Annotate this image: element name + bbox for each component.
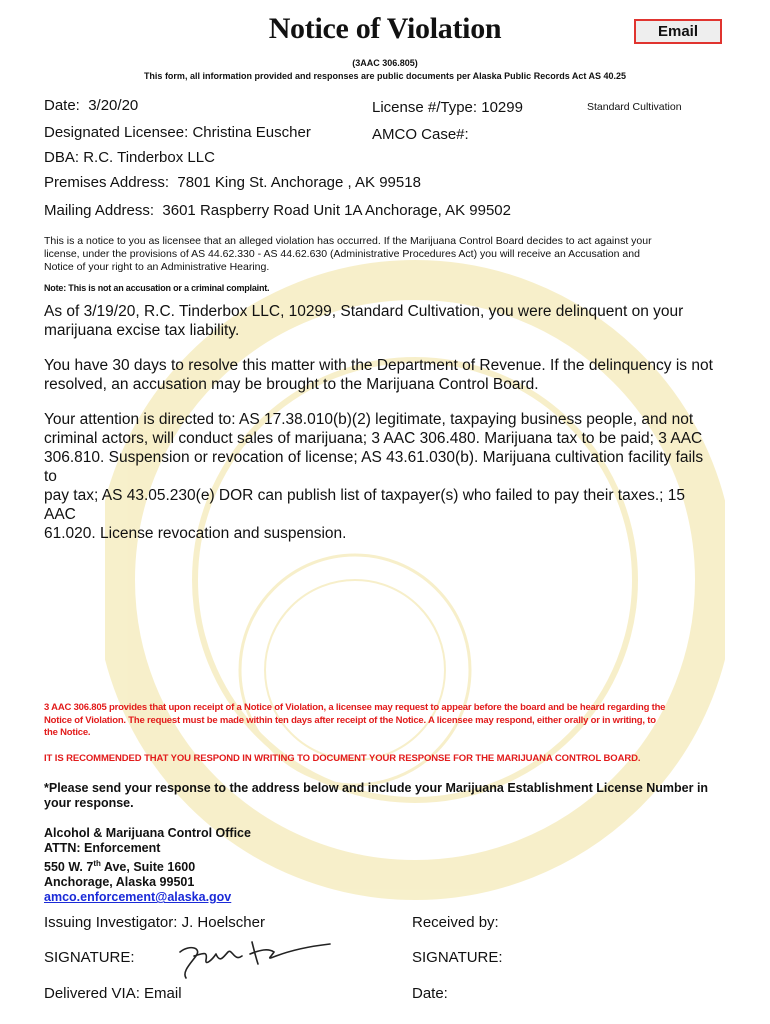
mailing-address-block	[44, 826, 251, 905]
delivered-via-field	[44, 985, 182, 1002]
legal-line: 3 AAC 306.805 provides that upon receipt of a Notice of Violation, a licensee may request to appear before the board and be heard regarding the	[44, 702, 666, 713]
paragraph-line: marijuana excise tax liability.	[44, 322, 240, 339]
investigator-value: J. Hoelscher	[181, 914, 265, 931]
licensee-field	[44, 124, 311, 141]
office-name: Alcohol & Marijuana Control Office	[44, 826, 251, 840]
notice-line: Notice of your right to an Administrative Hearing.	[44, 261, 270, 273]
recommendation-text: IT IS RECOMMENDED THAT YOU RESPOND IN WRITING TO DOCUMENT YOUR RESPONSE FOR THE MARIJUANA CONTROL BOARD.	[44, 753, 641, 764]
email-link[interactable]: amco.enforcement@alaska.gov	[44, 890, 232, 905]
instruction-line: *Please send your response to the address below and include your Marijuana Establishment License Number in	[44, 781, 709, 795]
received-by-label: Received by:	[412, 914, 499, 931]
regulation-reference: (3AAC 306.805)	[352, 58, 418, 68]
investigator-label: Issuing Investigator:	[44, 914, 178, 931]
license-type: Standard Cultivation	[587, 101, 682, 113]
paragraph-line: As of 3/19/20, R.C. Tinderbox LLC, 10299, Standard Cultivation, you were delinquent on your	[44, 303, 684, 320]
paragraph-line: Your attention is directed to: AS 17.38.010(b)(2) legitimate, taxpaying business people, and not	[44, 411, 694, 428]
send-response-instruction	[44, 781, 734, 811]
date-field	[44, 97, 138, 114]
appeal-rights-text	[44, 702, 734, 740]
page-title: Notice of Violation	[268, 12, 502, 45]
legal-line: Notice of Violation. The request must be made within ten days after receipt of the Notice. A licensee may respond, either orally or in writing, to	[44, 714, 656, 726]
premises-value: 7801 King St. Anchorage , AK 99518	[177, 174, 421, 191]
street-line: 550 W. 7th Ave, Suite 1600	[44, 859, 196, 875]
date-value: 3/20/20	[88, 97, 139, 114]
mailing-label: Mailing Address:	[44, 202, 155, 219]
delivered-label: Delivered VIA:	[44, 985, 140, 1002]
city-line: Anchorage, Alaska 99501	[44, 875, 195, 890]
paragraph-line: 306.810. Suspension or revocation of license; AS 43.61.030(b). Marijuana cultivation facility fails to	[44, 449, 704, 485]
mailing-value: 3601 Raspberry Road Unit 1A Anchorage, AK 99502	[162, 202, 511, 219]
paragraph-line: 61.020. License revocation and suspension.	[44, 525, 347, 542]
premises-label: Premises Address:	[44, 174, 170, 191]
handwritten-signature	[172, 934, 332, 982]
amco-case-label: AMCO Case#:	[372, 126, 469, 143]
paragraph-resolve	[44, 356, 714, 394]
paragraph-statutes	[44, 410, 714, 543]
license-label: License #/Type:	[372, 99, 478, 116]
license-field	[372, 99, 523, 116]
not-accusation-note: Note: This is not an accusation or a criminal complaint.	[44, 283, 270, 293]
public-records-notice: This form, all information provided and responses are public documents per Alaska Public Records Act AS 40.25	[143, 71, 627, 81]
paragraph-delinquency	[44, 302, 714, 340]
signature-label: SIGNATURE:	[44, 949, 135, 966]
licensee-label: Designated Licensee:	[44, 124, 189, 141]
notice-intro	[44, 235, 724, 274]
dba-label: DBA:	[44, 149, 80, 166]
attention-line: ATTN: Enforcement	[44, 841, 161, 855]
legal-line: the Notice.	[44, 727, 91, 738]
notice-line: license, under the provisions of AS 44.62.330 - AS 44.62.630 (Administrative Procedures Act) you will receive an Accusation and	[44, 248, 640, 260]
delivered-value: Email	[144, 985, 182, 1002]
licensee-value: Christina Euscher	[192, 124, 311, 141]
instruction-line: your response.	[44, 796, 134, 810]
notice-line: This is a notice to you as licensee that an alleged violation has occurred. If the Marijuana Control Board decides to act against your	[44, 235, 652, 247]
paragraph-line: resolved, an accusation may be brought to the Marijuana Control Board.	[44, 376, 539, 393]
paragraph-line: You have 30 days to resolve this matter with the Department of Revenue. If the delinquency is not	[44, 357, 713, 374]
dba-field	[44, 149, 215, 166]
paragraph-line: pay tax; AS 43.05.230(e) DOR can publish list of taxpayer(s) who failed to pay their taxes.; 15 AAC	[44, 487, 686, 523]
email-button[interactable]: Email	[634, 19, 722, 44]
paragraph-line: criminal actors, will conduct sales of marijuana; 3 AAC 306.480. Marijuana tax to be paid; 3 AAC	[44, 430, 703, 447]
date-received-label: Date:	[412, 985, 448, 1002]
premises-field	[44, 174, 421, 191]
mailing-field	[44, 202, 511, 219]
license-value: 10299	[481, 99, 523, 116]
date-label: Date:	[44, 97, 80, 114]
dba-value: R.C. Tinderbox LLC	[83, 149, 215, 166]
signature-2-label: SIGNATURE:	[412, 949, 503, 966]
investigator-field	[44, 914, 265, 931]
